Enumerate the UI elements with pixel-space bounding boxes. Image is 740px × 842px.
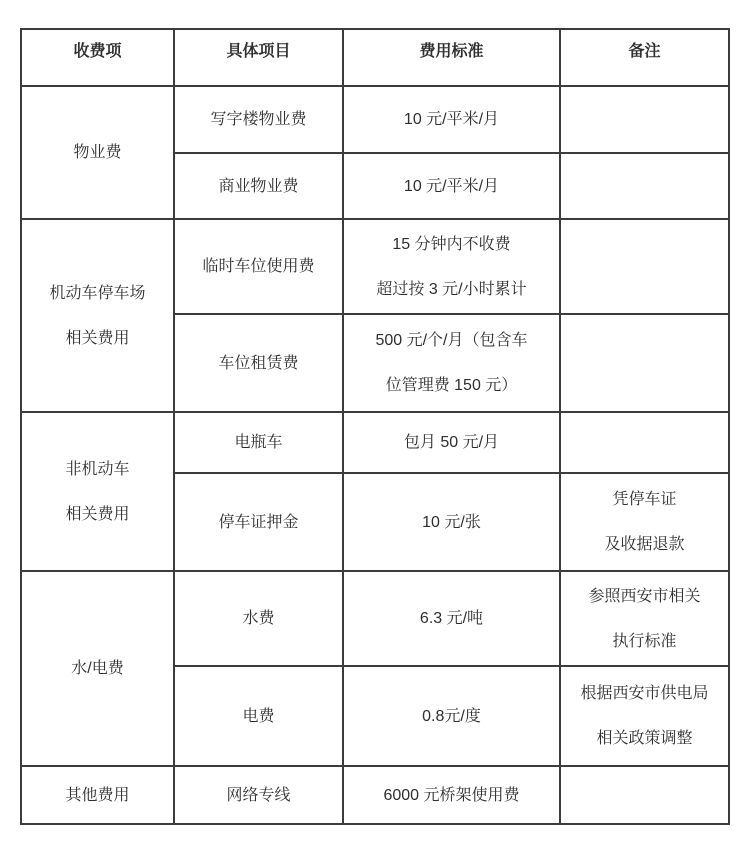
header-cell-note: 备注	[560, 29, 729, 86]
standard-cell	[343, 219, 560, 314]
table-row	[21, 219, 729, 314]
category-line: 相关费用	[65, 329, 130, 347]
standard-cell	[343, 314, 560, 412]
standard-line: 位管理费 150 元）	[385, 377, 518, 394]
standard-cell: 6.3 元/吨	[343, 571, 560, 666]
category-line: 机动车停车场	[49, 284, 146, 302]
note-cell	[560, 219, 729, 314]
category-line: 物业费	[73, 144, 122, 161]
note-line: 相关政策调整	[596, 730, 693, 747]
item-cell: 电瓶车	[174, 412, 343, 473]
table-row	[21, 86, 729, 153]
item-cell: 车位租赁费	[174, 314, 343, 412]
header-cell-standard: 费用标准	[343, 29, 560, 86]
item-cell: 网络专线	[174, 766, 343, 824]
note-line: 参照西安市相关	[588, 587, 701, 605]
category-cell	[21, 412, 174, 571]
standard-line: 15 分钟内不收费	[392, 235, 511, 253]
table-row	[21, 412, 729, 473]
fee-schedule-table	[20, 28, 730, 825]
standard-cell: 10 元/平米/月	[343, 153, 560, 219]
standard-cell: 0.8元/度	[343, 666, 560, 766]
item-cell: 商业物业费	[174, 153, 343, 219]
note-cell	[560, 571, 729, 666]
note-cell	[560, 766, 729, 824]
note-cell	[560, 86, 729, 153]
note-line: 及收据退款	[604, 536, 685, 553]
standard-cell: 10 元/张	[343, 473, 560, 571]
note-line: 凭停车证	[612, 491, 677, 508]
standard-line: 500 元/个/月（包含车	[375, 332, 528, 349]
table-row	[21, 766, 729, 824]
category-cell	[21, 86, 174, 219]
note-cell	[560, 153, 729, 219]
note-line: 根据西安市供电局	[580, 685, 709, 702]
standard-line: 超过按 3 元/小时累计	[376, 280, 527, 298]
item-cell: 停车证押金	[174, 473, 343, 571]
category-line: 其他费用	[65, 786, 130, 804]
category-line: 非机动车	[65, 460, 130, 478]
standard-cell: 包月 50 元/月	[343, 412, 560, 473]
category-line: 相关费用	[65, 505, 130, 523]
standard-cell: 6000 元桥架使用费	[343, 766, 560, 824]
category-line: 水/电费	[71, 660, 124, 677]
item-cell: 电费	[174, 666, 343, 766]
table-row	[21, 571, 729, 666]
standard-cell: 10 元/平米/月	[343, 86, 560, 153]
note-cell	[560, 412, 729, 473]
item-cell: 临时车位使用费	[174, 219, 343, 314]
header-cell-item: 具体项目	[174, 29, 343, 86]
header-row	[21, 29, 729, 86]
category-cell	[21, 219, 174, 412]
item-cell: 写字楼物业费	[174, 86, 343, 153]
note-line: 执行标准	[612, 632, 677, 650]
item-cell: 水费	[174, 571, 343, 666]
note-cell	[560, 473, 729, 571]
note-cell	[560, 314, 729, 412]
category-cell	[21, 571, 174, 766]
note-cell	[560, 666, 729, 766]
category-cell	[21, 766, 174, 824]
header-cell-category: 收费项	[21, 29, 174, 86]
